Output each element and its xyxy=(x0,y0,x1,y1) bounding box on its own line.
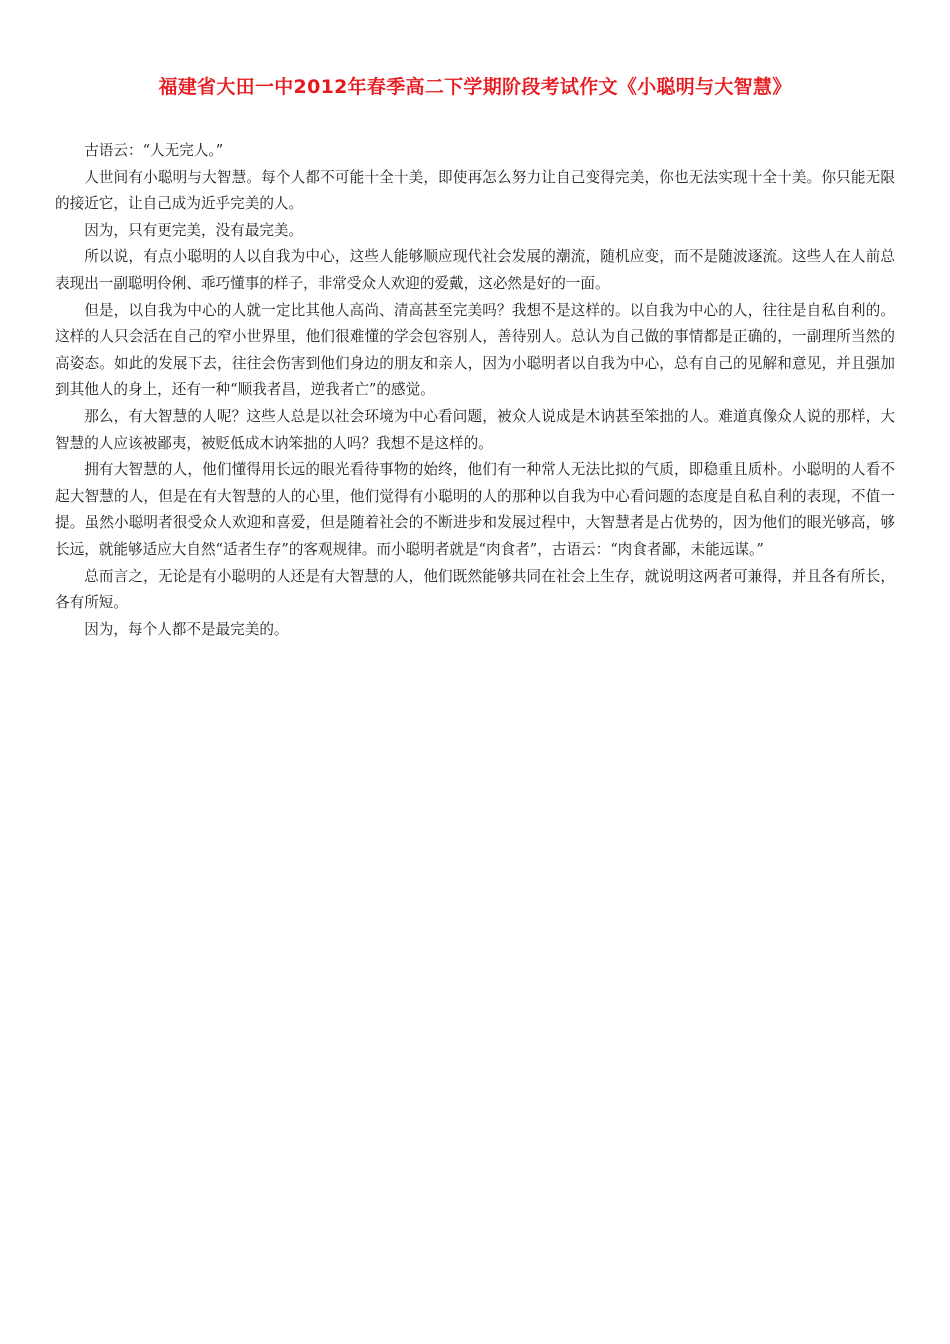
paragraph-6: 那么，有大智慧的人呢？这些人总是以社会环境为中心看问题，被众人说成是木讷甚至笨拙的人。难道真像众人说的那样，大智慧的人应该被鄙夷，被贬低成木讷笨拙的人吗？我想不是这样的。 xyxy=(55,407,895,452)
paragraph-8: 总而言之，无论是有小聪明的人还是有大智慧的人，他们既然能够共同在社会上生存，就说明这两者可兼得，并且各有所长，各有所短。 xyxy=(55,567,895,612)
document-title: 福建省大田一中2012年春季高二下学期阶段考试作文《小聪明与大智慧》 xyxy=(158,76,792,98)
paragraph-1: 古语云：“人无完人。” xyxy=(84,142,224,159)
document-body xyxy=(55,138,895,643)
paragraph-2: 人世间有小聪明与大智慧。每个人都不可能十全十美，即使再怎么努力让自己变得完美，你也无法实现十全十美。你只能无限的接近它，让自己成为近乎完美的人。 xyxy=(55,168,895,213)
paragraph-3: 因为，只有更完美，没有最完美。 xyxy=(84,221,304,239)
paragraph-9: 因为，每个人都不是最完美的。 xyxy=(84,620,289,638)
paragraph-7: 拥有大智慧的人，他们懂得用长远的眼光看待事物的始终，他们有一种常人无法比拟的气质，即稳重且质朴。小聪明的人看不起大智慧的人，但是在有大智慧的人的心里，他们觉得有小聪明的人的那种以自我为中心看问题的态度是自私自利的表现，不值一提。虽然小聪明者很受众人欢迎和喜爱，但是随着社会的不断进步和发展过程中，大智慧者是占优势的，因为他们的眼光够高，够长远，就能够适应大自然“适者生存”的客观规律。而小聪明者就是“肉食者”，古语云：“肉食者鄙，未能远谋。” xyxy=(55,461,895,558)
paragraph-4: 所以说，有点小聪明的人以自我为中心，这些人能够顺应现代社会发展的潮流，随机应变，而不是随波逐流。这些人在人前总表现出一副聪明伶俐、乖巧懂事的样子，非常受众人欢迎的爱戴，这必然是好的一面。 xyxy=(55,248,895,292)
paragraph-5: 但是，以自我为中心的人就一定比其他人高尚、清高甚至完美吗？我想不是这样的。以自我为中心的人，往往是自私自利的。这样的人只会活在自己的窄小世界里，他们很难懂的学会包容别人，善待别人。总认为自己做的事情都是正确的，一副理所当然的高姿态。如此的发展下去，往往会伤害到他们身边的朋友和亲人，因为小聪明者以自我为中心，总有自己的见解和意见，并且强加到其他人的身上，还有一种“顺我者昌，逆我者亡”的感觉。 xyxy=(55,301,895,399)
